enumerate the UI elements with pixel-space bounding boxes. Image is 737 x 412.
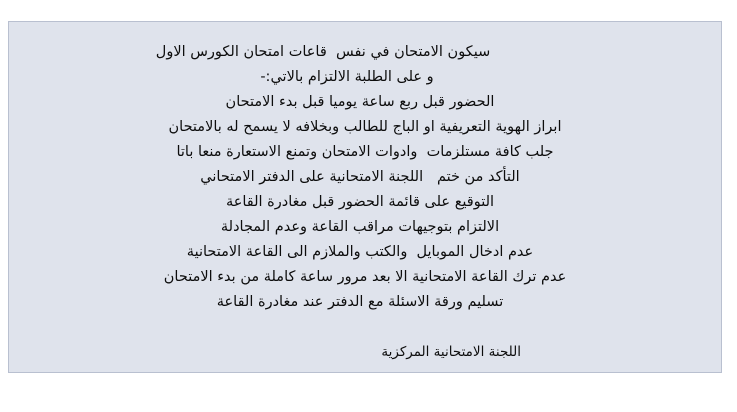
- notice-line-6: التأكد من ختم اللجنة الامتحانية على الدفتر الامتحاني: [200, 169, 520, 185]
- notice-line-8: الالتزام بتوجيهات مراقب القاعة وعدم المجادلة: [220, 219, 500, 235]
- notice-line-5: جلب كافة مستلزمات وادوات الامتحان وتمنع الاستعارة منعا باتا: [176, 144, 554, 160]
- notice-line-9: عدم ادخال الموبايل والكتب والملازم الى القاعة الامتحانية: [186, 244, 534, 260]
- notice-text-block: [9, 22, 721, 319]
- notice-line-1: سيكون الامتحان في نفس قاعات امتحان الكورس الاول: [155, 44, 491, 60]
- notice-line-7: التوقيع على قائمة الحضور قبل مغادرة القاعة: [225, 194, 495, 210]
- notice-line-2: و على الطلبة الالتزام بالاتي:-: [260, 69, 434, 85]
- committee-signature: اللجنة الامتحانية المركزية: [381, 344, 521, 360]
- notice-footer: [19, 341, 711, 362]
- notice-line-11: تسليم ورقة الاسئلة مع الدفتر عند مغادرة القاعة: [216, 294, 504, 310]
- notice-line-3: الحضور قبل ربع ساعة يوميا قبل بدء الامتحان: [225, 94, 495, 110]
- notice-line-4: ابراز الهوية التعريفية او الباج للطالب وبخلافه لا يسمح له بالامتحان: [168, 119, 562, 135]
- exam-notice-panel: [8, 21, 722, 373]
- notice-line-10: عدم ترك القاعة الامتحانية الا بعد مرور ساعة كاملة من بدء الامتحان: [163, 269, 567, 285]
